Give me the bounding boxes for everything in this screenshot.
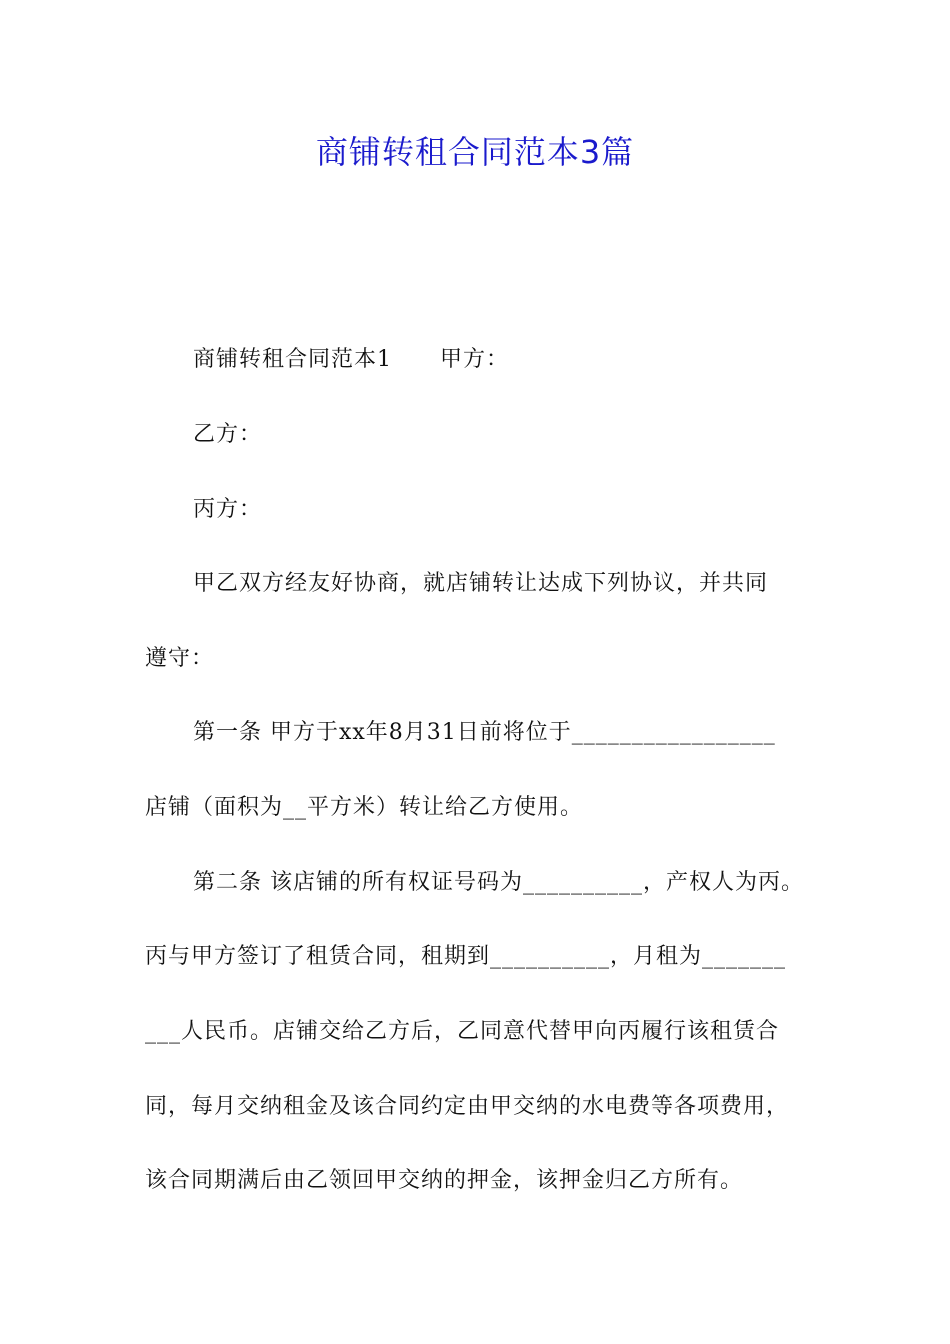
paragraph-line: 第二条 该店铺的所有权证号码为__________，产权人为丙。 <box>193 870 804 895</box>
party-a-label: 甲方： <box>440 347 510 372</box>
paragraph-heading-line <box>0 343 950 377</box>
paragraph-line: 遵守： <box>145 646 215 671</box>
party-b-label: 乙方： <box>193 422 263 447</box>
party-c-label: 丙方： <box>193 497 263 522</box>
paragraph-line: 甲乙双方经友好协商，就店铺转让达成下列协议，并共同 <box>193 571 769 596</box>
section-heading: 商铺转租合同范本1 <box>193 347 392 372</box>
paragraph-line: 第一条 甲方于xx年8月31日前将位于_________________ <box>193 720 776 745</box>
paragraph-line: 店铺（面积为__平方米）转让给乙方使用。 <box>145 795 584 820</box>
paragraph-line: ___人民币。店铺交给乙方后，乙同意代替甲向丙履行该租赁合 <box>145 1019 780 1044</box>
paragraph-line: 丙与甲方签订了租赁合同，租期到__________，月租为_______ <box>145 944 787 969</box>
document-title: 商铺转租合同范本3篇 <box>315 133 635 171</box>
paragraph-line: 该合同期满后由乙领回甲交纳的押金，该押金归乙方所有。 <box>145 1168 744 1193</box>
paragraph-line: 同，每月交纳租金及该合同约定由甲交纳的水电费等各项费用， <box>145 1094 790 1119</box>
